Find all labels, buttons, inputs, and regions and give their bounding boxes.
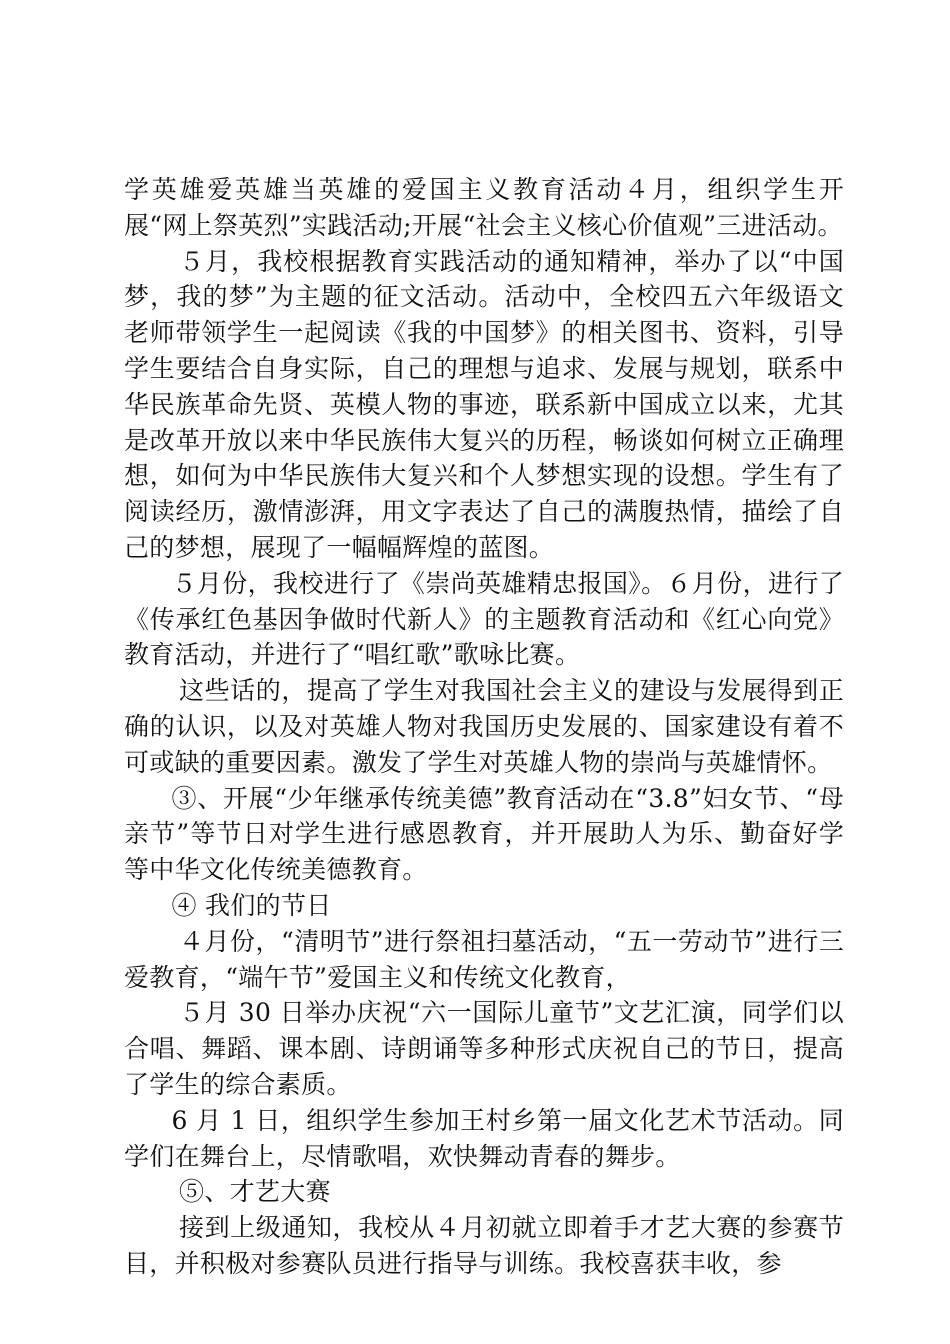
paragraph-may-june-activities: ５月份，我校进行了《崇尚英雄精忠报国》。６月份，进行了《传承红色基因争做时代新人》的主题教育活动和《红心向党》教育活动，并进行了“唱红歌”歌咏比赛。: [124, 568, 844, 670]
heading-talent-contest: ⑤、才艺大赛: [179, 1177, 331, 1207]
document-body: [124, 172, 844, 1282]
paragraph-essay-activity: ５月，我校根据教育实践活动的通知精神，举办了以“中国梦，我的梦”为主题的征文活动。活动中，全校四五六年级语文老师带领学生一起阅读《我的中国梦》的相关图书、资料，引导学生要结合自身实际，自己的理想与追求、发展与规划，联系中华民族革命先贤、英模人物的事迹，联系新中国成立以来，尤其是改革开放以来中华民族伟大复兴的历程，畅谈如何树立正确理想，如何为中华民族伟大复兴和个人梦想实现的设想。学生有了阅读经历，激情澎湃，用文字表达了自己的满腹热情，描绘了自己的梦想，展现了一幅幅辉煌的蓝图。: [124, 246, 844, 562]
paragraph-traditional-virtues: ③、开展“少年继承传统美德”教育活动在“3.8”妇女节、“母亲节”等节日对学生进行感恩教育，并开展助人为乐、勤奋好学等中华文化传统美德教育。: [124, 783, 844, 885]
paragraph-patriotic-education: 学英雄爱英雄当英雄的爱国主义教育活动４月，组织学生开展“网上祭英烈”实践活动;开展“社会主义核心价值观”三进活动。: [124, 175, 844, 240]
paragraph-childrens-day: ５月 30 日举办庆祝“六一国际儿童节”文艺汇演，同学们以合唱、舞蹈、课本剧、诗朗诵等多种形式庆祝自己的节日，提高了学生的综合素质。: [124, 998, 844, 1099]
paragraph-effects: 这些话的，提高了学生对我国社会主义的建设与发展得到正确的认识，以及对英雄人物对我国历史发展的、国家建设有着不可或缺的重要因素。激发了学生对英雄人物的崇尚与英雄情怀。: [124, 676, 844, 777]
paragraph-april-festivals: ４月份，“清明节”进行祭祖扫墓活动，“五一劳动节”进行三爱教育，“端午节”爱国主义和传统文化教育，: [124, 926, 844, 992]
heading-our-festivals: ④ 我们的节日: [171, 890, 332, 920]
paragraph-talent-contest: 接到上级通知，我校从４月初就立即着手才艺大赛的参赛节目，并积极对参赛队员进行指导与训练。我校喜获丰收，参: [124, 1213, 844, 1278]
paragraph-culture-festival: 6 月 1 日，组织学生参加王村乡第一届文化艺术节活动。同学们在舞台上，尽情歌唱，欢快舞动青春的舞步。: [124, 1105, 844, 1171]
